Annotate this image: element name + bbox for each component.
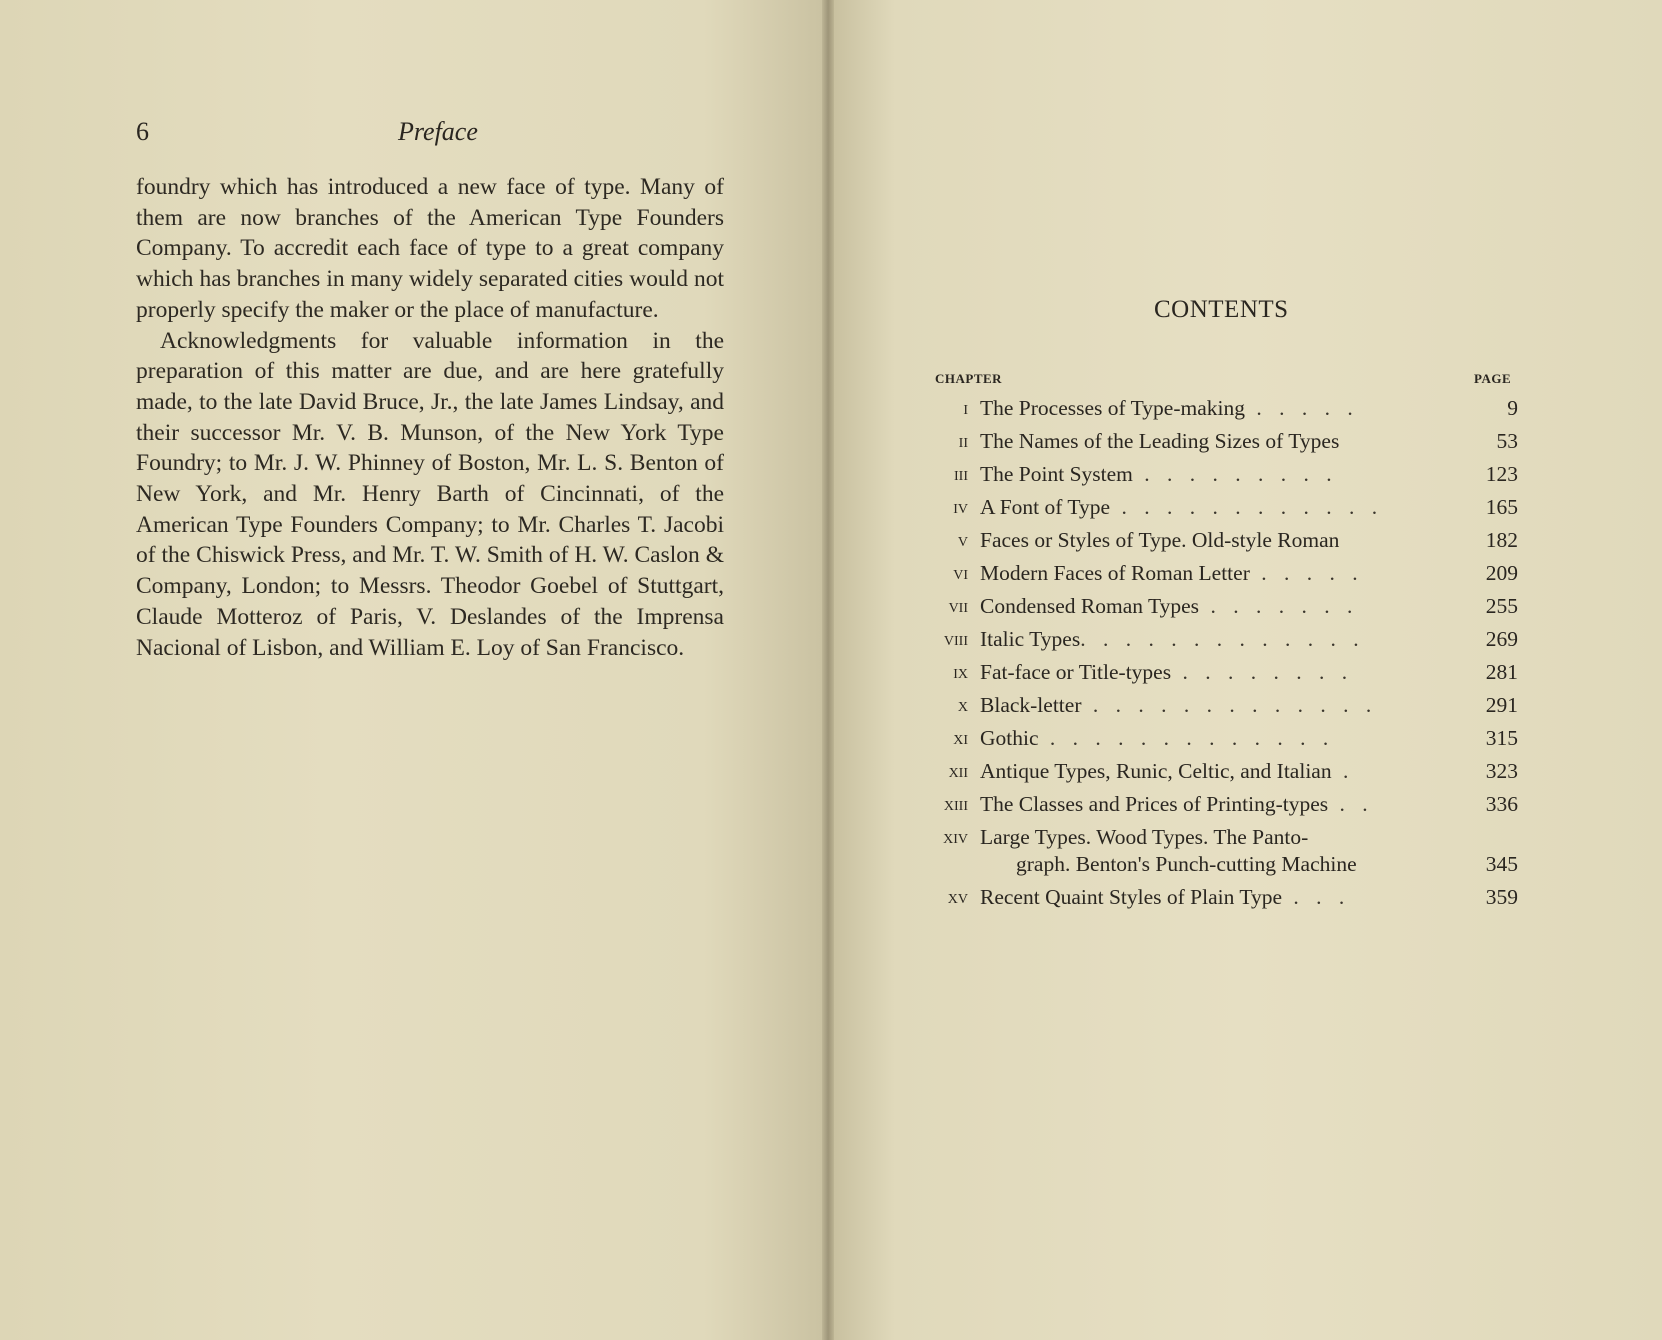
toc-page-number: 123 — [1485, 462, 1518, 486]
toc-chapter-number: xi — [953, 727, 968, 749]
toc-chapter-title: The Point System . . . . . . . . . — [980, 462, 1338, 486]
book-gutter — [822, 0, 834, 1340]
toc-chapter-number: x — [957, 694, 968, 716]
toc-entry — [928, 821, 1518, 881]
toc-entry — [928, 491, 1518, 524]
toc-chapter-title: Fat-face or Title-types . . . . . . . . — [980, 660, 1354, 684]
toc-page-number: 165 — [1485, 495, 1518, 519]
toc-page-number: 359 — [1485, 885, 1518, 909]
toc-chapter-title: Condensed Roman Types . . . . . . . — [980, 594, 1359, 618]
toc-chapter-title: Gothic . . . . . . . . . . . . . — [980, 726, 1335, 750]
toc-chapter-number: viii — [943, 628, 968, 650]
toc-chapter-number: xii — [948, 760, 968, 782]
toc-entry — [928, 623, 1518, 656]
toc-page-number: 182 — [1485, 528, 1518, 552]
toc-chapter-number: vi — [953, 562, 968, 584]
toc-page-number: 345 — [1485, 852, 1518, 876]
toc-chapter-number: xiv — [943, 826, 968, 848]
toc-entry — [928, 881, 1518, 914]
toc-entry — [928, 755, 1518, 788]
toc-chapter-number: v — [957, 529, 968, 551]
toc-chapter-title: The Classes and Prices of Printing-types . . — [980, 792, 1374, 816]
toc-entry — [928, 590, 1518, 623]
toc-entry — [928, 392, 1518, 425]
toc-entry — [928, 656, 1518, 689]
toc-entry — [928, 524, 1518, 557]
toc-chapter-title: Antique Types, Runic, Celtic, and Italian . — [980, 759, 1355, 783]
toc-entry — [928, 458, 1518, 491]
toc-entry — [928, 722, 1518, 755]
preface-paragraph: foundry which has introduced a new face of type. Many of them are now branches of the American Type Founders Company. To accredit each face of type to a great company which has branches in many widely separated cities would not properly specify the maker or the place of manufacture. — [136, 174, 724, 323]
preface-body — [136, 172, 724, 663]
left-page — [0, 0, 828, 1340]
toc-chapter-title: The Names of the Leading Sizes of Types — [980, 429, 1340, 453]
toc-chapter-title: Recent Quaint Styles of Plain Type . . . — [980, 885, 1351, 909]
toc-page-number: 315 — [1485, 726, 1518, 750]
toc-chapter-title: Modern Faces of Roman Letter . . . . . — [980, 561, 1364, 585]
toc-chapter-number: iv — [953, 496, 968, 518]
toc-chapter-number: xv — [947, 886, 968, 908]
toc-page-number: 269 — [1485, 627, 1518, 651]
toc-entry — [928, 689, 1518, 722]
running-head-title: Preface — [398, 117, 478, 146]
preface-paragraph: Acknowledgments for valuable information in the preparation of this matter are due, and are here gratefully made, to the late David Bruce, Jr., the late James Lindsay, and their successor Mr. V. B. Munson, of the New York Type Foundry; to Mr. J. W. Phinney of Boston, Mr. L. S. Benton of New York, and Mr. Henry Barth of Cincinnati, of the American Type Founders Company; to Mr. Charles T. Jacobi of the Chiswick Press, and Mr. T. W. Smith of H. W. Caslon & Company, London; to Messrs. Theodor Goebel of Stuttgart, Claude Motteroz of Paris, V. Deslandes of the Imprensa Nacional of Lisbon, and William E. Loy of San Francisco. — [136, 327, 724, 661]
chapter-column-label: CHAPTER — [935, 371, 1003, 386]
toc-page-number: 255 — [1485, 594, 1518, 618]
toc-entry — [928, 557, 1518, 590]
toc-page-number: 53 — [1496, 429, 1518, 453]
page-number: 6 — [136, 117, 149, 146]
toc-chapter-title: Italic Types. . . . . . . . . . . . . — [980, 627, 1365, 651]
toc-chapter-title: Faces or Styles of Type. Old-style Roman — [980, 528, 1340, 552]
toc-entry — [928, 788, 1518, 821]
toc-chapter-number: ii — [958, 430, 968, 452]
table-of-contents — [928, 392, 1518, 914]
toc-chapter-title: A Font of Type . . . . . . . . . . . . — [980, 495, 1384, 519]
toc-chapter-title: Large Types. Wood Types. The Panto- — [980, 825, 1309, 849]
page-column-label: PAGE — [1474, 371, 1512, 386]
toc-page-number: 291 — [1485, 693, 1518, 717]
toc-chapter-number: xiii — [943, 793, 968, 815]
toc-page-number: 9 — [1507, 396, 1518, 420]
running-head — [136, 117, 726, 157]
toc-chapter-number: iii — [954, 463, 968, 485]
toc-entry — [928, 425, 1518, 458]
toc-chapter-title: Black-letter . . . . . . . . . . . . . — [980, 693, 1378, 717]
toc-page-number: 209 — [1485, 561, 1518, 585]
toc-chapter-title: The Processes of Type-making . . . . . — [980, 396, 1359, 420]
toc-page-number: 336 — [1485, 792, 1518, 816]
toc-chapter-number: i — [963, 397, 968, 419]
toc-chapter-number: vii — [948, 595, 968, 617]
toc-chapter-number: ix — [953, 661, 968, 683]
toc-page-number: 323 — [1485, 759, 1518, 783]
toc-chapter-title-continuation: graph. Benton's Punch-cutting Machine — [1016, 852, 1357, 876]
contents-title: CONTENTS — [1154, 296, 1289, 323]
toc-page-number: 281 — [1485, 660, 1518, 684]
